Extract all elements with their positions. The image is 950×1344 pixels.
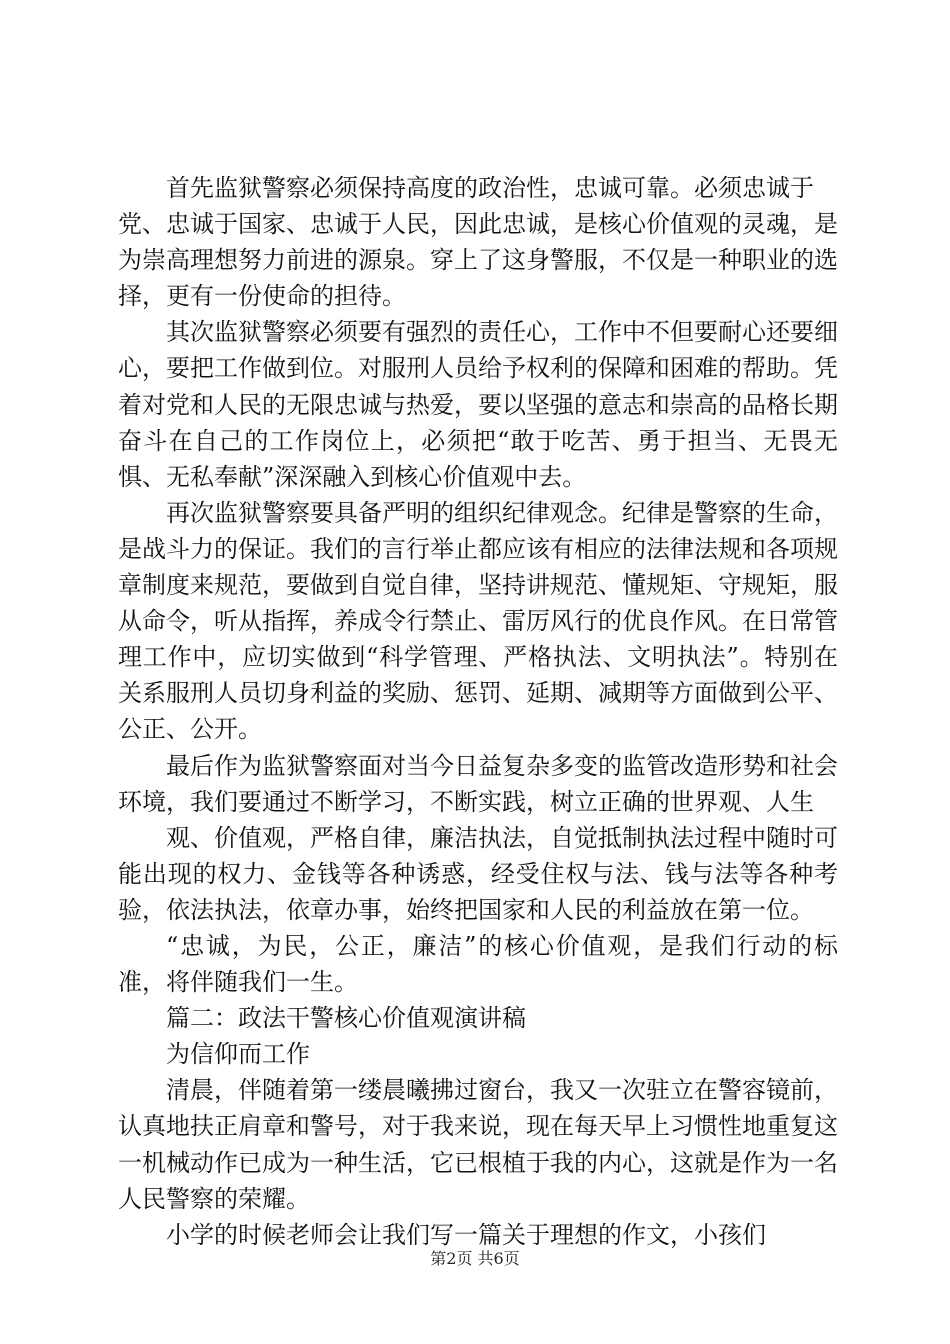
paragraph-8: 小学的时候老师会让我们写一篇关于理想的作文，小孩们 — [166, 1220, 766, 1249]
paragraph-7: 清晨，伴随着第一缕晨曦拂过窗台，我又一次驻立在警容镜前，认真地扶正肩章和警号，对于我来说，现在每天早上习惯性地重复这一机械动作已成为一种生活，它已根植于我的内心，这就是作为一名人民警察的荣耀。 — [118, 1076, 838, 1213]
paragraph-3: 再次监狱警察要具备严明的组织纪律观念。纪律是警察的生命，是战斗力的保证。我们的言行举止都应该有相应的法律法规和各项规章制度来规范，要做到自觉自律，坚持讲规范、懂规矩、守规矩，服从命令，听从指挥，养成令行禁止、雷厉风行的优良作风。在日常管理工作中，应切实做到“科学管理、严格执法、文明执法”。特别在关系服刑人员切身利益的奖励、惩罚、延期、减期等方面做到公平、公正、公开。 — [118, 498, 838, 744]
page-number-footer: 第2页 共6页 — [430, 1249, 520, 1268]
paragraph-1: 首先监狱警察必须保持高度的政治性，忠诚可靠。必须忠诚于党、忠诚于国家、忠诚于人民，因此忠诚，是核心价值观的灵魂，是为崇高理想努力前进的源泉。穿上了这身警服，不仅是一种职业的选择，更有一份使命的担待。 — [118, 174, 838, 311]
speech-title: 为信仰而工作 — [166, 1040, 310, 1069]
paragraph-6: “忠诚，为民，公正，廉洁”的核心价值观，是我们行动的标准，将伴随我们一生。 — [118, 931, 838, 997]
section-heading: 篇二：政法干警核心价值观演讲稿 — [166, 1004, 526, 1033]
paragraph-2: 其次监狱警察必须要有强烈的责任心，工作中不但要耐心还要细心，要把工作做到位。对服刑人员给予权利的保障和困难的帮助。凭着对党和人民的无限忠诚与热爱，要以坚强的意志和崇高的品格长期奋斗在自己的工作岗位上，必须把“敢于吃苦、勇于担当、无畏无惧、无私奉献”深深融入到核心价值观中去。 — [118, 318, 838, 491]
document-body — [118, 170, 838, 1253]
paragraph-4: 最后作为监狱警察面对当今日益复杂多变的监管改造形势和社会环境，我们要通过不断学习，不断实践，树立正确的世界观、人生 — [118, 751, 838, 816]
paragraph-5: 观、价值观，严格自律，廉洁执法，自觉抵制执法过程中随时可能出现的权力、金钱等各种诱惑，经受住权与法、钱与法等各种考验，依法执法，依章办事，始终把国家和人民的利益放在第一位。 — [118, 823, 838, 924]
